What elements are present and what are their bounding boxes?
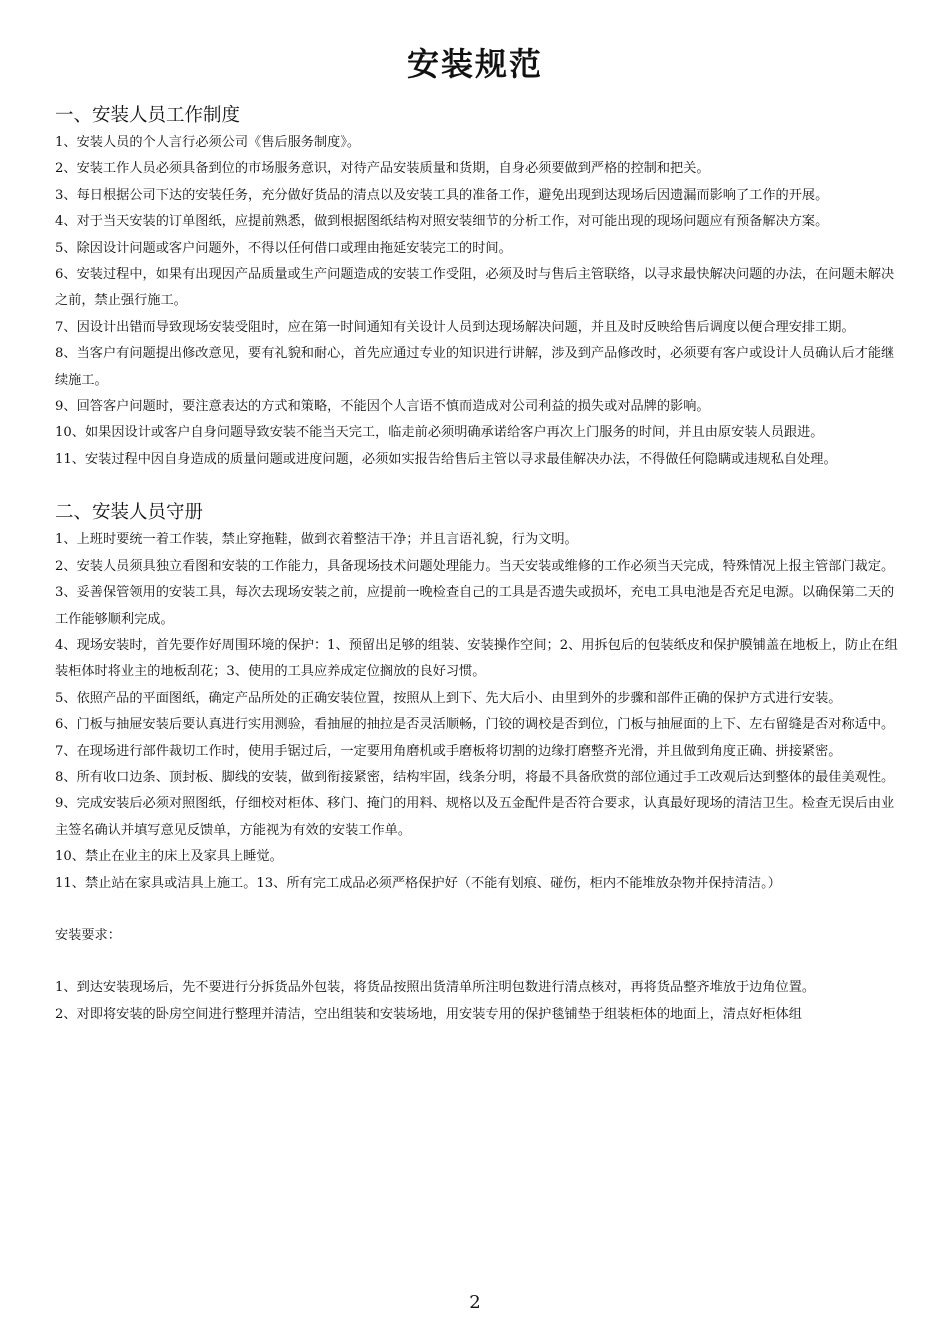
- list-item: 2、安装人员须具独立看图和安装的工作能力，具备现场技术问题处理能力。当天安装或维修的工作必须当天完成，特殊情况上报主管部门裁定。: [55, 558, 895, 574]
- list-item: 7、因设计出错而导致现场安装受阻时，应在第一时间通知有关设计人员到达现场解决问题，并且及时反映给售后调度以便合理安排工期。: [55, 319, 855, 335]
- list-item: 3、妥善保管领用的安装工具，每次去现场安装之前，应提前一晚检查自己的工具是否遗失或损坏，充电工具电池是否充足电源。以确保第二天的工作能够顺利完成。: [55, 585, 895, 627]
- list-item: 9、回答客户问题时，要注意表达的方式和策略，不能因个人言语不慎而造成对公司利益的损失或对品牌的影响。: [55, 399, 710, 415]
- spacer: [55, 897, 905, 923]
- list-item: 2、对即将安装的卧房空间进行整理并清洁，空出组装和安装场地，用安装专用的保护毯铺垫于组装柜体的地面上，清点好柜体组: [55, 1006, 802, 1022]
- requirements-heading: 安装要求：: [55, 927, 121, 943]
- section-heading: 一、安装人员工作制度: [55, 105, 241, 126]
- list-item: 4、对于当天安装的订单图纸，应提前熟悉，做到根据图纸结构对照安装细节的分析工作，对可能出现的现场问题应有预备解决方案。: [55, 214, 829, 230]
- list-item: 3、每日根据公司下达的安装任务，充分做好货品的清点以及安装工具的准备工作，避免出现到达现场后因遗漏而影响了工作的开展。: [55, 187, 829, 203]
- section-work-rules: [55, 102, 905, 473]
- list-item: 1、到达安装现场后，先不要进行分拆货品外包装，将货品按照出货清单所注明包数进行清点核对，再将货品整齐堆放于边角位置。: [55, 980, 816, 996]
- section-handbook: [55, 499, 905, 897]
- list-item: 4、现场安装时，首先要作好周围环境的保护：1、预留出足够的组装、安装操作空间；2、用拆包后的包装纸皮和保护膜铺盖在地板上，防止在组装柜体时将业主的地板刮花；3、使用的工具应养成定位搁放的良好习惯。: [55, 637, 898, 680]
- list-item: 11、安装过程中因自身造成的质量问题或进度问题，必须如实报告给售后主管以寻求最佳解决办法，不得做任何隐瞒或违规私自处理。: [55, 451, 837, 467]
- list-item: 9、完成安装后必须对照图纸，仔细校对柜体、移门、掩门的用料、规格以及五金配件是否符合要求，认真最好现场的清洁卫生。检查无误后由业主签名确认并填写意见反馈单，方能视为有效的安装工作单。: [55, 796, 895, 838]
- list-item: 2、安装工作人员必须具备到位的市场服务意识，对待产品安装质量和货期，自身必须要做到严格的控制和把关。: [55, 161, 710, 177]
- list-item: 5、依照产品的平面图纸，确定产品所处的正确安装位置，按照从上到下、先大后小、由里到外的步骤和部件正确的保护方式进行安装。: [55, 690, 842, 706]
- section-heading: 二、安装人员守册: [55, 502, 204, 524]
- spacer: [55, 473, 905, 499]
- list-item: 1、上班时要统一着工作装，禁止穿拖鞋，做到衣着整洁干净；并且言语礼貌，行为文明。: [55, 532, 578, 548]
- list-item: 10、如果因设计或客户自身问题导致安装不能当天完工，临走前必须明确承诺给客户再次上门服务的时间，并且由原安装人员跟进。: [55, 425, 824, 441]
- section-requirements: [55, 923, 905, 1028]
- document-title: 安装规范: [406, 45, 543, 83]
- list-item: 7、在现场进行部件裁切工作时，使用手锯过后，一定要用角磨机或手磨板将切割的边缘打磨整齐光滑，并且做到角度正确、拼接紧密。: [55, 743, 842, 759]
- list-item: 6、安装过程中，如果有出现因产品质量或生产问题造成的安装工作受阻，必须及时与售后主管联络，以寻求最快解决问题的办法，在问题未解决之前，禁止强行施工。: [55, 267, 895, 309]
- list-item: 5、除因设计问题或客户问题外，不得以任何借口或理由拖延安装完工的时间。: [55, 240, 512, 256]
- list-item: 6、门板与抽屉安装后要认真进行实用测验，看抽屉的抽拉是否灵活顺畅，门铰的调校是否到位，门板与抽屉面的上下、左右留缝是否对称适中。: [55, 717, 895, 733]
- list-item: 8、当客户有问题提出修改意见，要有礼貌和耐心，首先应通过专业的知识进行讲解，涉及到产品修改时，必须要有客户或设计人员确认后才能继续施工。: [55, 346, 895, 388]
- spacer: [55, 949, 905, 975]
- list-item: 10、禁止在业主的床上及家具上睡觉。: [55, 849, 283, 865]
- list-item: 11、禁止站在家具或洁具上施工。13、所有完工成品必须严格保护好（不能有划痕、碰伤，柜内不能堆放杂物并保持清洁。）: [55, 875, 781, 891]
- list-item: 8、所有收口边条、顶封板、脚线的安装，做到衔接紧密，结构牢固，线条分明，将最不具备欣赏的部位通过手工改观后达到整体的最佳美观性。: [55, 769, 895, 785]
- list-item: 1、安装人员的个人言行必须公司《售后服务制度》。: [55, 135, 361, 150]
- document-body: [55, 102, 905, 1028]
- page-number: 2: [469, 1292, 481, 1313]
